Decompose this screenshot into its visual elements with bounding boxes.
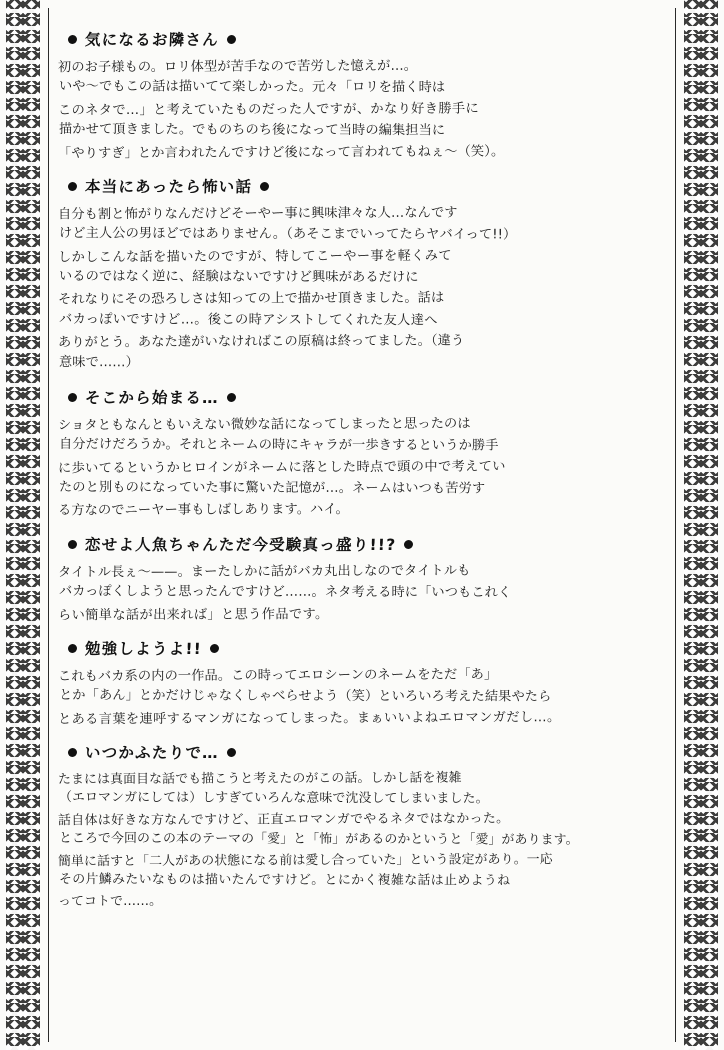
body-line: いるのではなく逆に、経験はないですけど興味があるだけに: [58, 269, 419, 286]
body-line: 話自体は好きな方なんですけど、正直エロマンガでやるネタではなかった。: [58, 811, 510, 829]
section-heading-text: 勉強しようよ!!: [84, 639, 203, 658]
section-block: [58, 175, 658, 374]
bullet-dot-icon: [227, 748, 236, 757]
section-block: [58, 637, 658, 729]
body-line: る方なのでニーヤー事もしばしあります。ハイ。: [58, 502, 349, 519]
body-line: ありがとう。あなた達がいなければこの原稿は終ってました。（違う: [58, 333, 465, 351]
section-heading: [68, 533, 658, 555]
body-line: らい簡単な話が出来れば」と思う作品です。: [58, 606, 329, 623]
section-heading: [68, 386, 658, 408]
section-block: [58, 28, 658, 163]
left-decorative-border: [6, 0, 40, 1050]
bullet-dot-icon: [260, 181, 269, 190]
body-line: このネタで…」と考えていたものだった人ですが、かなり好き勝手に: [58, 101, 480, 119]
body-line: 「やりすぎ」とか言われたんですけど後になって言われてもねぇ〜（笑）。: [58, 143, 505, 161]
bullet-dot-icon: [68, 35, 77, 44]
section-heading-text: いつかふたりで…: [84, 744, 220, 762]
section-heading: [68, 175, 658, 197]
bullet-dot-icon: [210, 643, 219, 652]
section-heading: [68, 741, 658, 763]
section-heading: [68, 637, 658, 659]
section-heading-text: 本当にあったら怖い話: [84, 177, 253, 196]
left-inner-rule: [48, 8, 49, 1042]
body-line: たまには真面目な話でも描こうと考えたのがこの話。しかし話を複雑: [58, 770, 462, 788]
body-line: 自分だけだろうか。それとネームの時にキャラが一歩きするというか勝手: [58, 437, 499, 454]
bullet-dot-icon: [227, 35, 236, 44]
body-line: バカっぽいですけど…。後この時アシストしてくれた友人達へ: [58, 311, 438, 329]
body-line: とある言葉を連呼するマンガになってしまった。まぁいいよねエロマンガだし…。: [58, 709, 561, 727]
right-decorative-border: [684, 0, 718, 1050]
page-content: [58, 26, 658, 1026]
body-line: ショタともなんともいえない微妙な話になってしまったと思ったのは: [58, 416, 471, 434]
body-line: 簡単に話すと「二人があの状態になる前は愛し合っていた」という設定があり。一応: [58, 851, 553, 869]
body-line: その片鱗みたいなものは描いたんですけど。とにかく複雑な話は止めようね: [58, 872, 511, 889]
bullet-dot-icon: [68, 392, 77, 401]
body-line: 自分も割と怖がりなんだけどそーやー事に興味津々な人…なんです: [58, 205, 458, 223]
section-body: [58, 561, 658, 625]
body-line: タイトル長ぇ〜——。まーたしかに話がバカ丸出しなのでタイトルも: [58, 563, 471, 581]
bullet-dot-icon: [404, 539, 413, 548]
section-block: [58, 386, 658, 521]
section-body: [58, 203, 658, 374]
bullet-dot-icon: [68, 539, 77, 548]
section-heading-text: そこから始まる…: [84, 388, 220, 407]
body-line: いや〜でもこの話は描いてて楽しかった。元々「ロリを描く時は: [58, 79, 446, 96]
body-line: しかしこんな話を描いたのですが、特してこーやー事を軽くみて: [58, 248, 452, 265]
bullet-dot-icon: [227, 392, 236, 401]
bullet-dot-icon: [68, 181, 77, 190]
section-body: [58, 665, 658, 729]
body-line: 意味で……）: [58, 354, 139, 370]
bullet-dot-icon: [68, 643, 77, 652]
section-heading-text: 恋せよ人魚ちゃんただ今受験真っ盛り!!?: [84, 535, 397, 554]
body-line: けど主人公の男ほどではありません。（あそこまでいってたらヤバイって!!）: [58, 226, 517, 243]
body-line: （エロマンガにしては）しすぎていろんな意味で沈没してしまいました。: [58, 790, 489, 807]
body-line: ってコトで……。: [58, 894, 163, 910]
body-line: たのと別ものになっていた事に驚いた記憶が…。ネームはいつも苦労す: [58, 480, 486, 497]
section-body: [58, 769, 658, 912]
section-block: [58, 741, 658, 912]
body-line: 初のお子様もの。ロリ体型が苦手なので苦労した憶えが…。: [58, 58, 418, 76]
body-line: に歩いてるというかヒロインがネームに落とした時点で頭の中で考えてい: [58, 458, 506, 476]
body-line: とか「あん」とかだけじゃなくしゃべらせよう（笑）といろいろ考えた結果やたら: [58, 688, 552, 705]
bullet-dot-icon: [68, 748, 77, 757]
right-inner-rule: [675, 8, 676, 1042]
body-line: 描かせて頂きました。でものちのち後になって当時の編集担当に: [58, 122, 446, 139]
section-heading-text: 気になるお隣さん: [84, 31, 220, 49]
section-block: [58, 533, 658, 625]
section-body: [58, 56, 658, 163]
body-line: それなりにその恐ろしさは知っての上で描かせ頂きました。話は: [58, 290, 445, 308]
body-line: これもバカ系の内の一作品。この時ってエロシーンのネームをただ「あ」: [58, 667, 498, 685]
section-heading: [68, 28, 658, 50]
body-line: ところで今回のこの本のテーマの「愛」と「怖」があるのかというと「愛」があります。: [58, 831, 579, 848]
section-body: [58, 414, 658, 521]
body-line: バカっぽくしようと思ったんですけど……。ネタ考える時に「いつもこれく: [58, 584, 512, 601]
